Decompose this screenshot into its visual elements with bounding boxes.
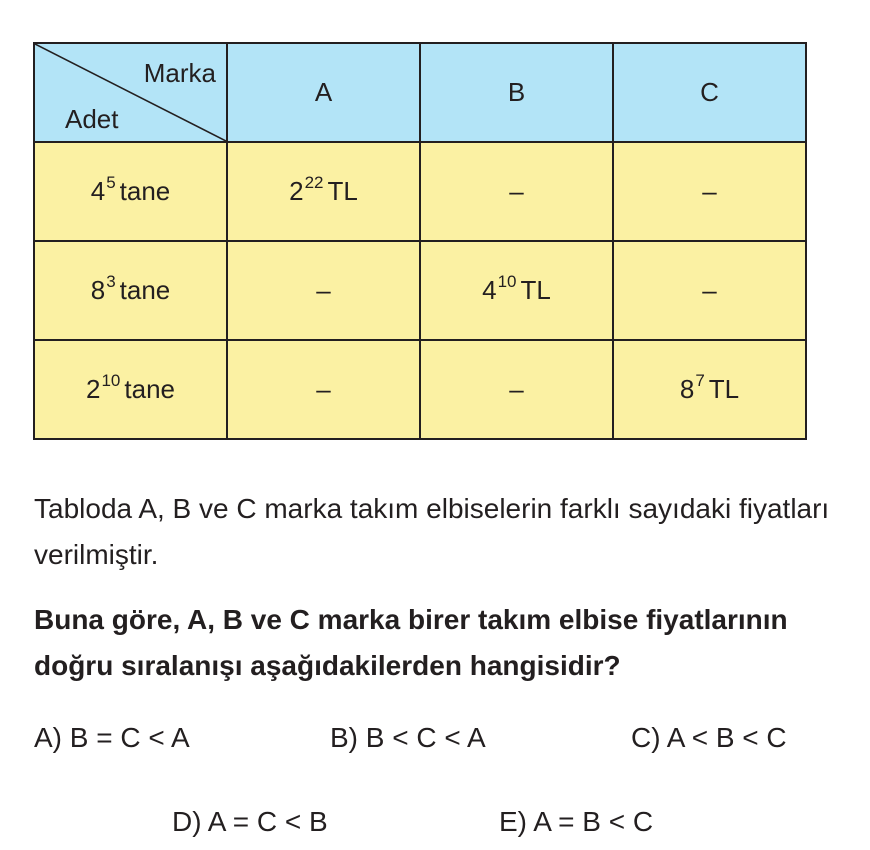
power-exponent: 7 <box>695 371 705 391</box>
unit-label: tane <box>119 275 171 305</box>
power-base: 8 <box>90 275 106 305</box>
unit-label: TL <box>520 275 551 305</box>
table-row <box>34 142 806 241</box>
column-axis-label: Marka <box>143 58 216 88</box>
row-quantity-cell <box>34 142 227 241</box>
power-exponent: 10 <box>101 371 121 391</box>
problem-statement: Tabloda A, B ve C marka takım elbiselerin farklı sayıdaki fiyatları verilmiştir. <box>34 493 830 570</box>
unit-label: tane <box>124 374 175 404</box>
answer-option-e[interactable]: E) A = B < C <box>499 806 654 837</box>
answer-option-a[interactable]: A) B = C < A <box>34 722 190 753</box>
price-table <box>33 42 807 440</box>
table-row <box>34 340 806 439</box>
price-cell <box>613 340 806 439</box>
price-cell <box>420 241 613 340</box>
column-header-a: A <box>227 43 420 142</box>
power-base: 8 <box>679 374 695 404</box>
answer-option-b[interactable]: B) B < C < A <box>330 722 486 753</box>
power-base: 4 <box>90 176 106 206</box>
corner-cell <box>34 43 227 142</box>
unit-label: TL <box>327 176 358 206</box>
power-exponent: 10 <box>497 272 517 292</box>
row-quantity-cell <box>34 241 227 340</box>
empty-cell: – <box>227 241 420 340</box>
empty-cell: – <box>420 340 613 439</box>
row-axis-label: Adet <box>65 104 119 134</box>
power-base: 2 <box>289 176 304 206</box>
empty-cell: – <box>420 142 613 241</box>
answer-option-c[interactable]: C) A < B < C <box>631 722 787 753</box>
power-exponent: 22 <box>304 173 324 193</box>
empty-cell: – <box>227 340 420 439</box>
table-row <box>34 241 806 340</box>
question-text: Buna göre, A, B ve C marka birer takım elbise fiyatlarının doğru sıralanışı aşağıdakilerden hangisidir? <box>34 604 788 681</box>
power-exponent: 5 <box>106 173 116 193</box>
answer-option-d[interactable]: D) A = C < B <box>172 806 328 837</box>
power-exponent: 3 <box>106 272 116 292</box>
price-cell <box>227 142 420 241</box>
power-base: 4 <box>482 275 497 305</box>
unit-label: tane <box>119 176 171 206</box>
empty-cell: – <box>613 241 806 340</box>
power-base: 2 <box>86 374 101 404</box>
unit-label: TL <box>708 374 740 404</box>
row-quantity-cell <box>34 340 227 439</box>
table-header-row <box>34 43 806 142</box>
empty-cell: – <box>613 142 806 241</box>
column-header-b: B <box>420 43 613 142</box>
column-header-c: C <box>613 43 806 142</box>
